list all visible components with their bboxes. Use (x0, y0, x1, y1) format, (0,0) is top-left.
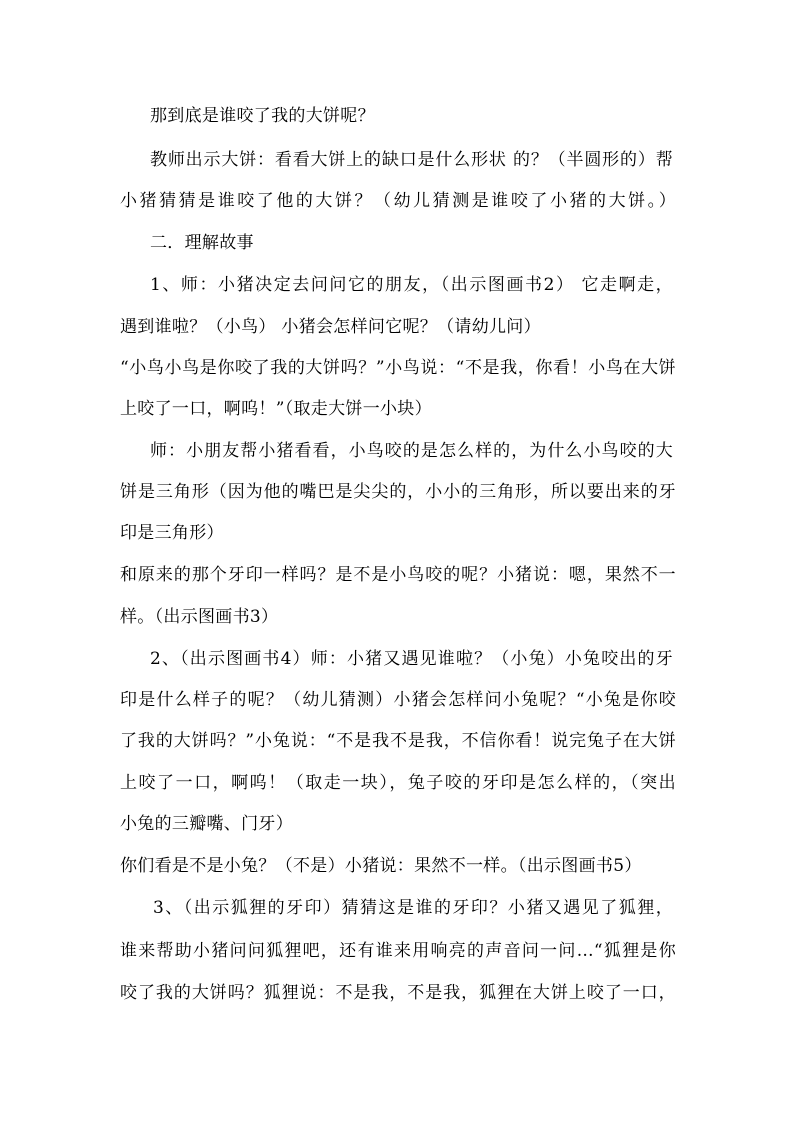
text-line-8: 上咬了一口，啊呜！”（取走大饼一小块） (120, 399, 432, 419)
text-line-22: 咬了我的大饼吗？狐狸说：不是我，不是我，狐狸在大饼上咬了一口， (120, 983, 676, 1003)
text-line-7: “小鸟小鸟是你咬了我的大饼吗？”小鸟说：“不是我，你看！小鸟在大饼 (120, 358, 676, 378)
text-line-1: 那到底是谁咬了我的大饼呢？ (150, 106, 375, 126)
text-line-16: 了我的大饼吗？”小兔说：“不是我不是我，不信你看！说完兔子在大饼 (120, 731, 676, 751)
text-line-9: 师：小朋友帮小猪看看，小鸟咬的是怎么样的，为什么小鸟咬的大 (150, 441, 673, 461)
text-line-2: 教师出示大饼：看看大饼上的缺口是什么形状 的？（半圆形的）帮 (150, 150, 673, 170)
text-line-6: 遇到谁啦？（小鸟） 小猪会怎样问它呢？（请幼儿问） (120, 317, 541, 337)
text-line-20: 3、（出示狐狸的牙印）猜猜这是谁的牙印？小猪又遇见了狐狸， (153, 898, 673, 918)
text-line-5: 1、师：小猪决定去问问它的朋友，（出示图画书2） 它走啊走， (150, 275, 673, 295)
text-line-17: 上咬了一口，啊呜！（取走一块），兔子咬的牙印是怎么样的，（突出 (120, 773, 676, 793)
text-line-11: 印是三角形） (120, 523, 224, 543)
section-heading: 二．理解故事 (150, 233, 254, 253)
text-line-10: 饼是三角形（因为他的嘴巴是尖尖的，小小的三角形，所以要出来的牙 (120, 482, 676, 502)
text-line-15: 印是什么样子的呢？（幼儿猜测）小猪会怎样问小兔呢？“小兔是你咬 (120, 690, 676, 710)
text-line-12: 和原来的那个牙印一样吗？是不是小鸟咬的呢？小猪说：嗯，果然不一 (120, 565, 676, 585)
text-line-18: 小兔的三瓣嘴、门牙） (120, 814, 293, 834)
text-line-19: 你们看是不是小兔？（不是）小猪说：果然不一样。（出示图画书5） (120, 856, 642, 876)
text-line-13: 样。（出示图画书3） (120, 607, 279, 627)
text-line-14: 2、（出示图画书4）师：小猪又遇见谁啦？（小兔）小兔咬出的牙 (150, 649, 673, 669)
text-line-3: 小猪猜猜是谁咬了他的大饼？（幼儿猜测是谁咬了小猪的大饼。） (120, 191, 676, 211)
text-line-21: 谁来帮助小猪问问狐狸吧，还有谁来用响亮的声音问一问…“狐狸是你 (120, 941, 676, 961)
